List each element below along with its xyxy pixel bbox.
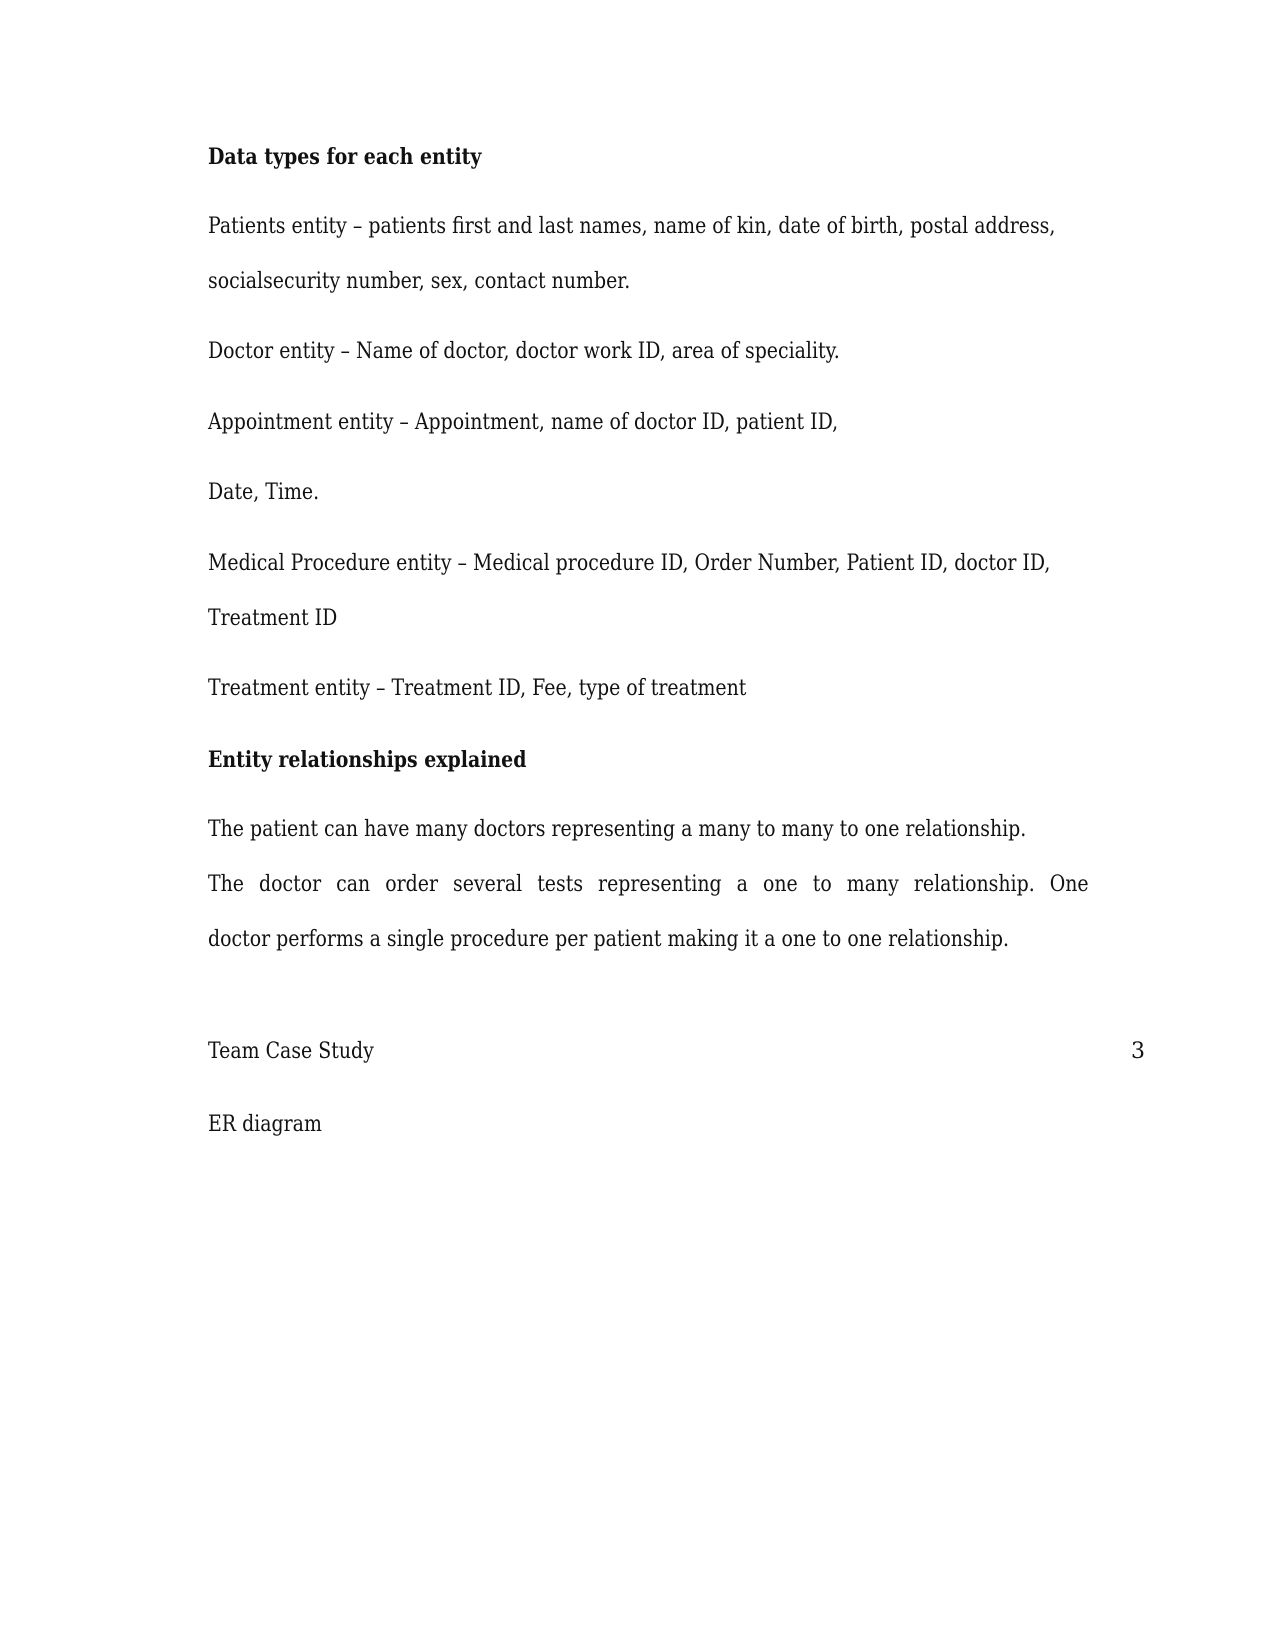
section-heading-entity-relationships: Entity relationships explained [208,747,527,773]
relationship-paragraph-line-3: doctor performs a single procedure per patient making it a one to one relationship. [208,927,1009,952]
section-heading-data-types: Data types for each entity [208,144,482,170]
appointment-entity-line-1: Appointment entity – Appointment, name of doctor ID, patient ID, [208,410,839,435]
running-header-title: Team Case Study [208,1039,374,1064]
medical-procedure-entity-line-1: Medical Procedure entity – Medical procedure ID, Order Number, Patient ID, doctor ID, [208,551,1051,576]
er-diagram-title: ER diagram [208,1112,322,1137]
relationship-paragraph-line-2: The doctor can order several tests representing a one to many relationship. One [208,872,1089,897]
relationship-paragraph-line-1: The patient can have many doctors representing a many to many to one relationship. [208,817,1027,842]
doctor-entity-line: Doctor entity – Name of doctor, doctor work ID, area of speciality. [208,339,840,364]
patients-entity-line-1: Patients entity – patients first and last names, name of kin, date of birth, postal address, [208,214,1056,239]
patients-entity-line-2: socialsecurity number, sex, contact number. [208,269,631,294]
appointment-entity-line-2: Date, Time. [208,480,320,505]
treatment-entity-line: Treatment entity – Treatment ID, Fee, type of treatment [208,676,747,701]
medical-procedure-entity-line-2: Treatment ID [208,606,338,631]
page-number: 3 [1131,1039,1145,1064]
